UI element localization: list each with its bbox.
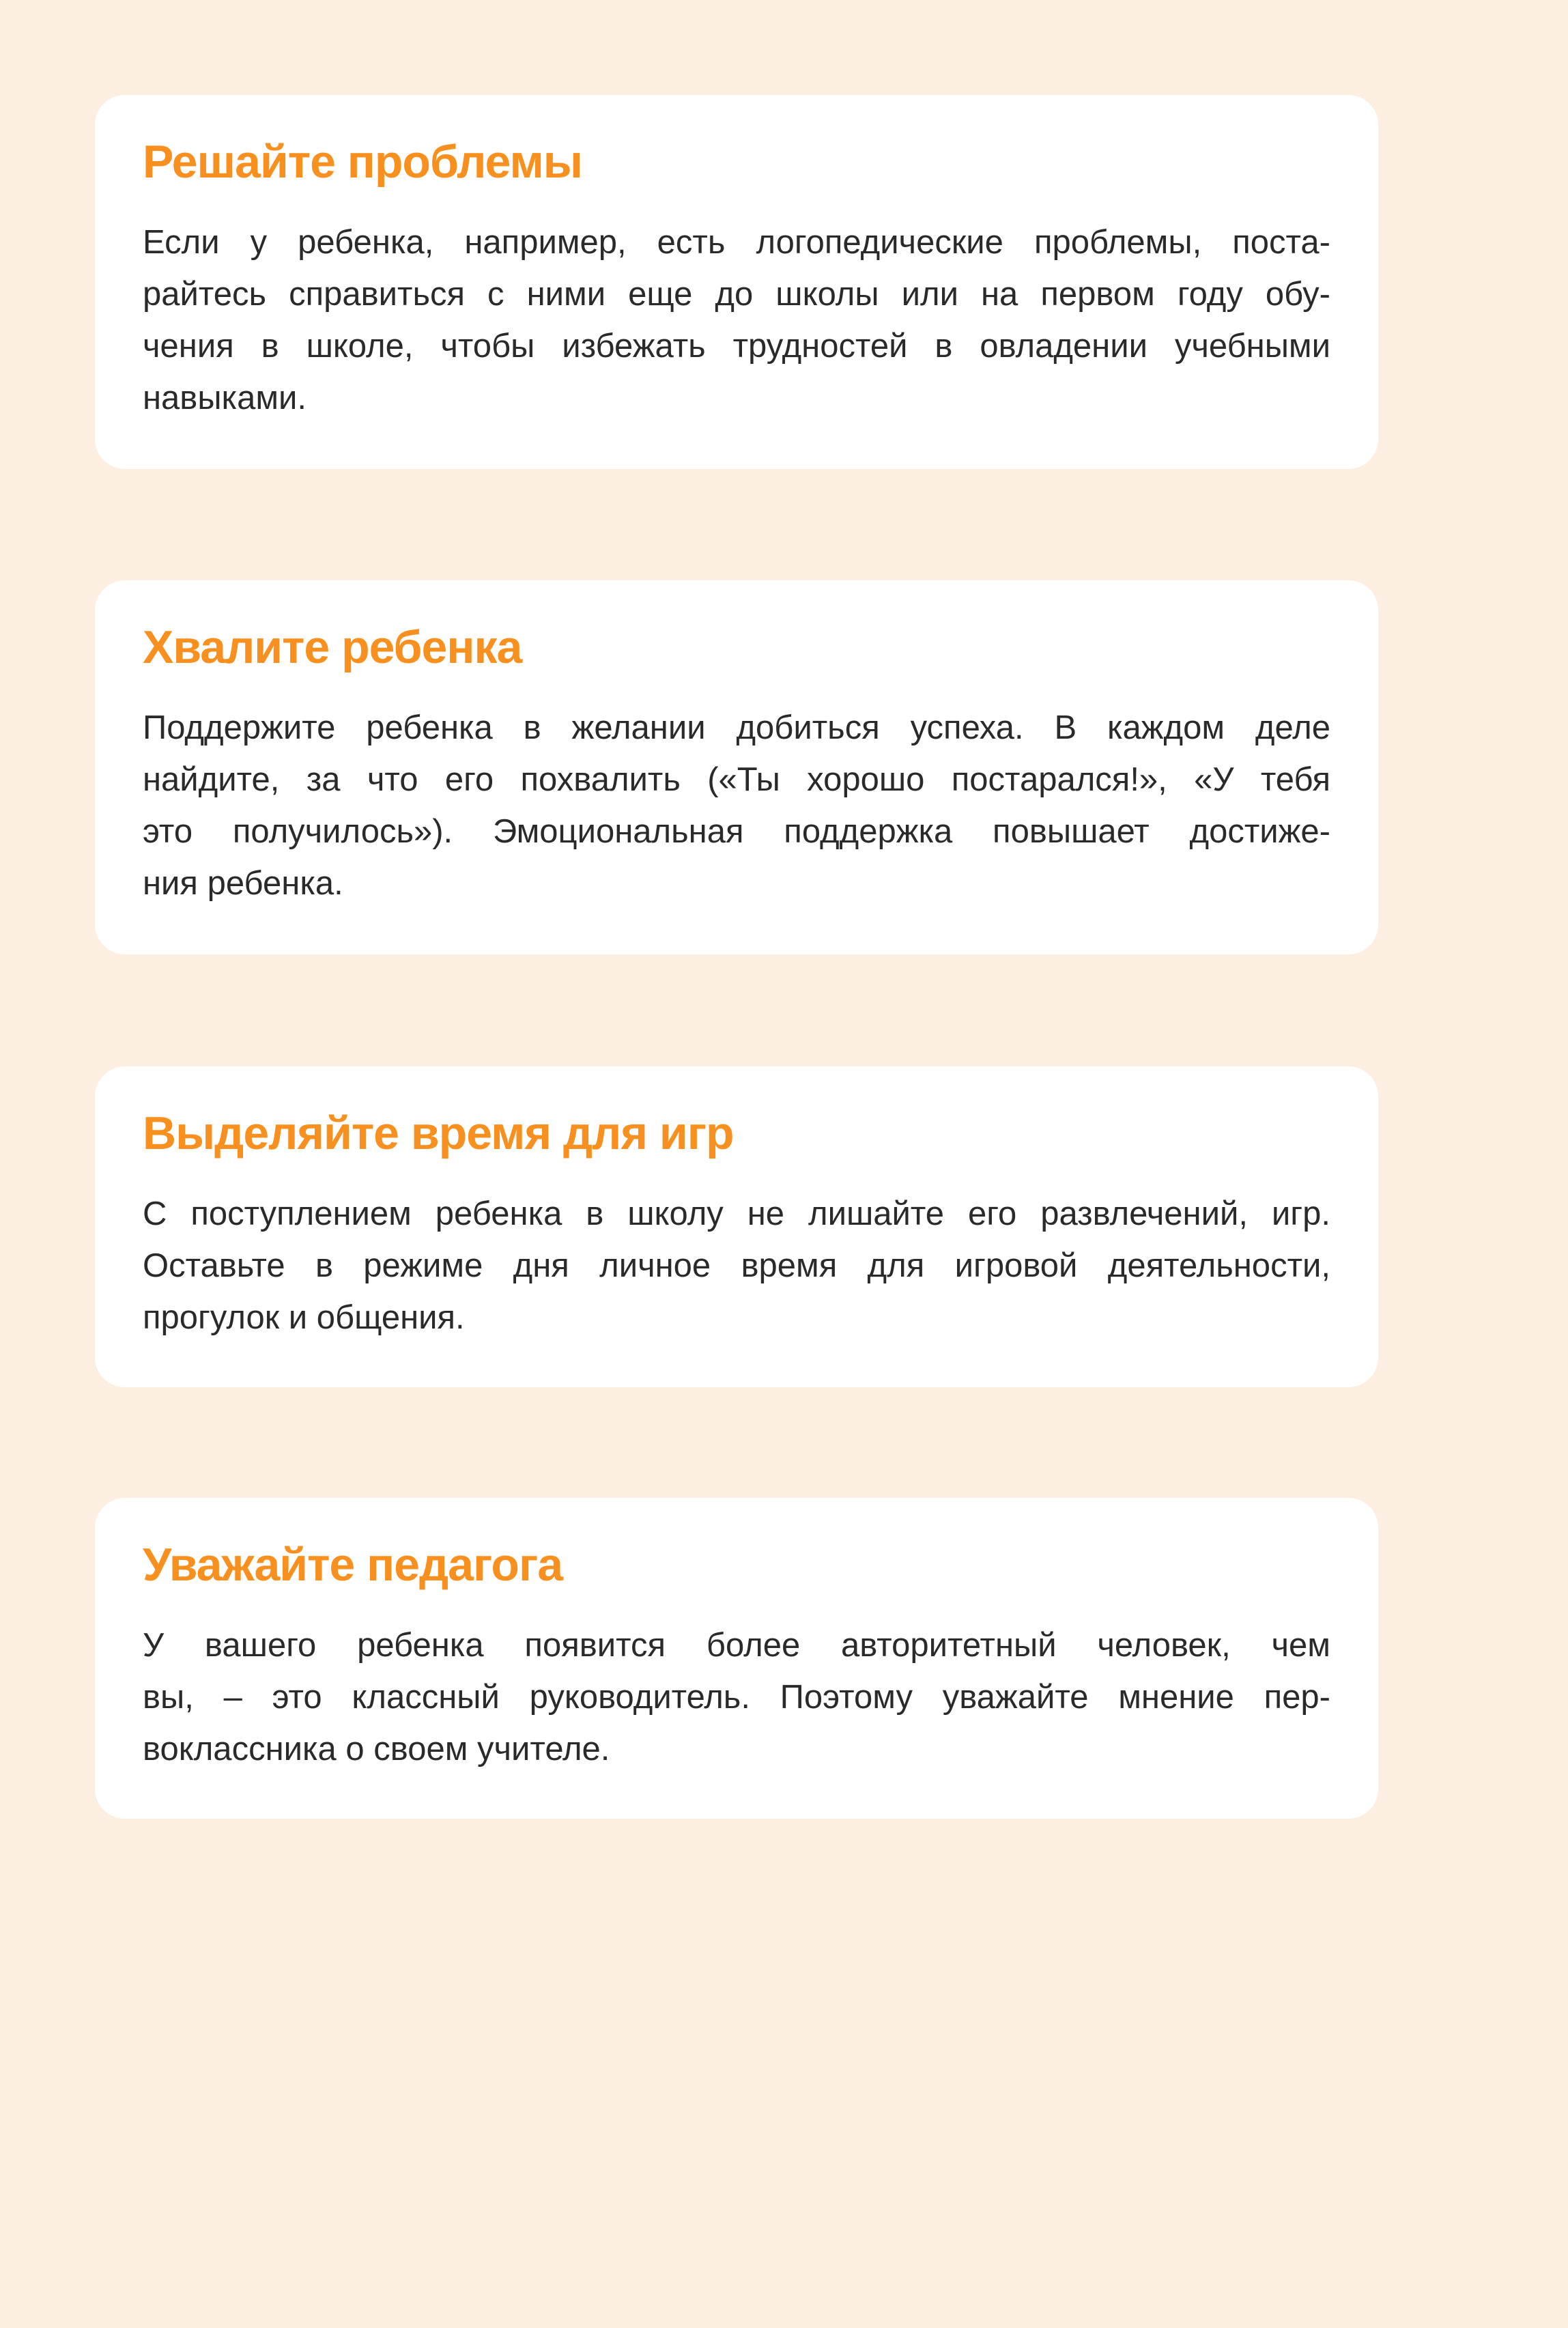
card-title: Решайте проблемы <box>143 136 582 188</box>
card-title: Выделяйте время для игр <box>143 1107 734 1159</box>
tip-card-respect-teacher <box>95 1498 1378 1819</box>
card-title: Хвалите ребенка <box>143 621 522 673</box>
body-line: вы, – это классный руководитель. Поэтому уважайте мнение пер- <box>143 1679 1330 1716</box>
body-line: воклассника о своем учителе. <box>143 1731 610 1768</box>
body-line: найдите, за что его похвалить («Ты хорошо постарался!», «У тебя <box>143 761 1330 798</box>
card-body <box>143 1619 1330 1775</box>
tip-card-praise-child <box>95 580 1378 954</box>
body-line: Если у ребенка, например, есть логопедические проблемы, поста- <box>143 224 1330 261</box>
body-line: это получилось»). Эмоциональная поддержка повышает достиже- <box>143 813 1330 850</box>
body-line: навыками. <box>143 380 307 416</box>
tip-card-time-for-games <box>95 1066 1378 1387</box>
body-line: У вашего ребенка появится более авторитетный человек, чем <box>143 1627 1330 1664</box>
body-line: Поддержите ребенка в желании добиться успеха. В каждом деле <box>143 709 1330 746</box>
card-body <box>143 702 1330 909</box>
body-line: чения в школе, чтобы избежать трудностей в овладении учебными <box>143 328 1330 365</box>
card-body <box>143 1188 1330 1344</box>
body-line: райтесь справиться с ними еще до школы или на первом году обу- <box>143 276 1330 313</box>
card-title: Уважайте педагога <box>143 1539 563 1591</box>
tip-card-solve-problems <box>95 95 1378 469</box>
card-body <box>143 216 1330 424</box>
body-line: прогулок и общения. <box>143 1299 465 1336</box>
body-line: ния ребенка. <box>143 865 343 902</box>
body-line: С поступлением ребенка в школу не лишайте его развлечений, игр. <box>143 1195 1330 1232</box>
body-line: Оставьте в режиме дня личное время для игровой деятельности, <box>143 1247 1330 1284</box>
